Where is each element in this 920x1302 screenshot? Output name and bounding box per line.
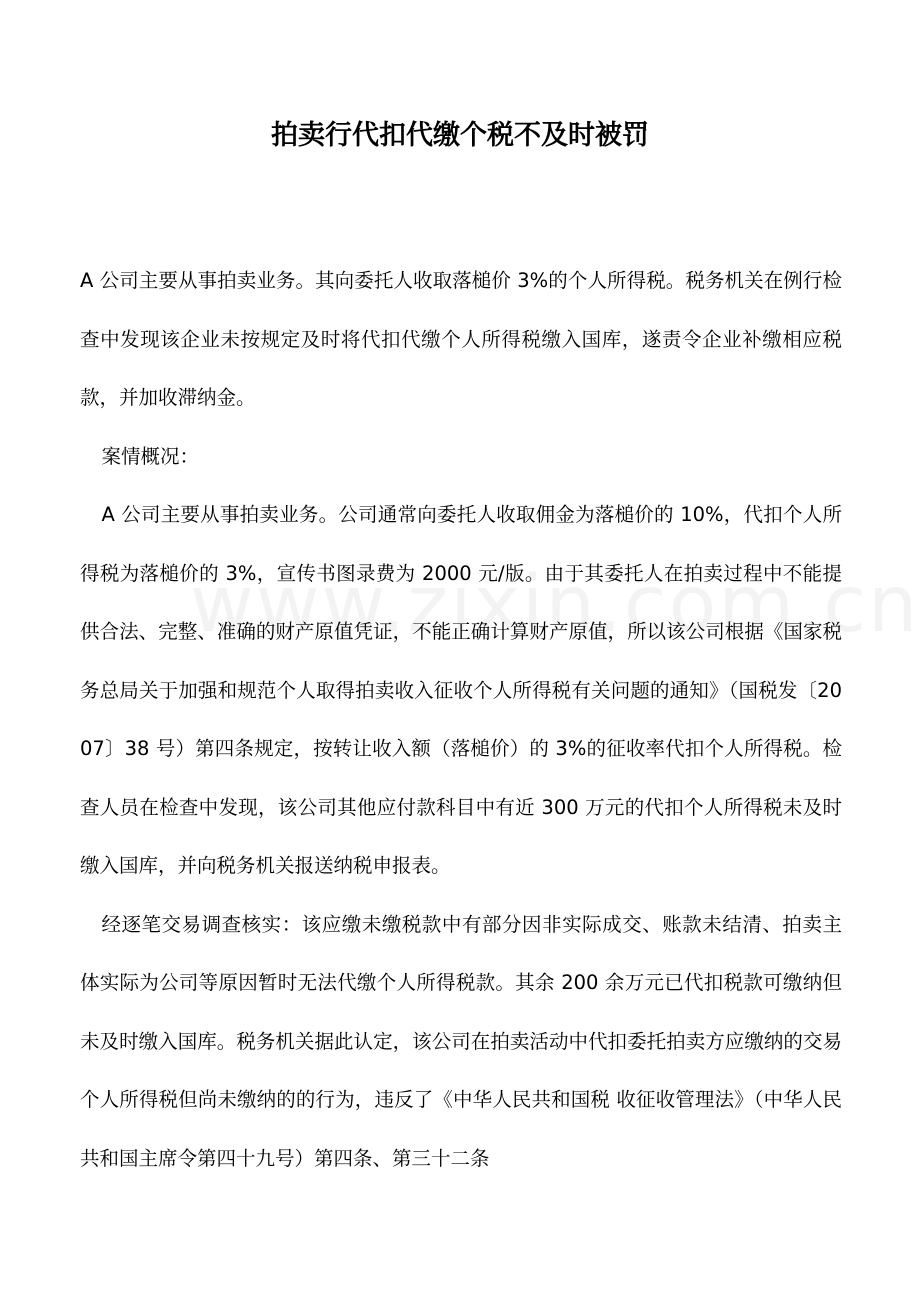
- document-body: [80, 252, 842, 1188]
- document-title: 拍卖行代扣代缴个税不及时被罚: [271, 120, 649, 151]
- paragraph-case-heading: 案情概况：: [101, 444, 199, 468]
- paragraph-intro: A 公司主要从事拍卖业务。其向委托人收取落槌价 3%的个人所得税。税务机关在例行检查中发现该企业未按规定及时将代扣代缴个人所得税缴入国库，遂责令企业补缴相应税款，并加收滞纳金。: [80, 269, 842, 409]
- paragraph-case-details: A 公司主要从事拍卖业务。公司通常向委托人收取佣金为落槌价的 10%，代扣个人所得税为落槌价的 3%，宣传书图录费为 2000 元/版。由于其委托人在拍卖过程中不能提供合法、完整、准确的财产原值凭证，不能正确计算财产原值，所以该公司根据《国家税务总局关于加强和规范个人取得拍卖收入征收个人所得税有关问题的通知》（国税发〔2007〕38 号）第四条规定，按转让收入额（落槌价）的 3%的征收率代扣个人所得税。检查人员在检查中发现，该公司其他应付款科目中有近 300 万元的代扣个人所得税未及时缴入国库，并向税务机关报送纳税申报表。: [80, 503, 842, 877]
- paragraph-investigation: 经逐笔交易调查核实：该应缴未缴税款中有部分因非实际成交、账款未结清、拍卖主体实际为公司等原因暂时无法代缴个人所得税款。其余 200 余万元已代扣税款可缴纳但未及时缴入国库。税务机关据此认定，该公司在拍卖活动中代扣委托拍卖方应缴纳的交易个人所得税但尚未缴纳的的行为，违反了《中华人民共和国税 收征收管理法》（中华人民共和国主席令第四十九号）第四条、第三十二条: [80, 912, 842, 1170]
